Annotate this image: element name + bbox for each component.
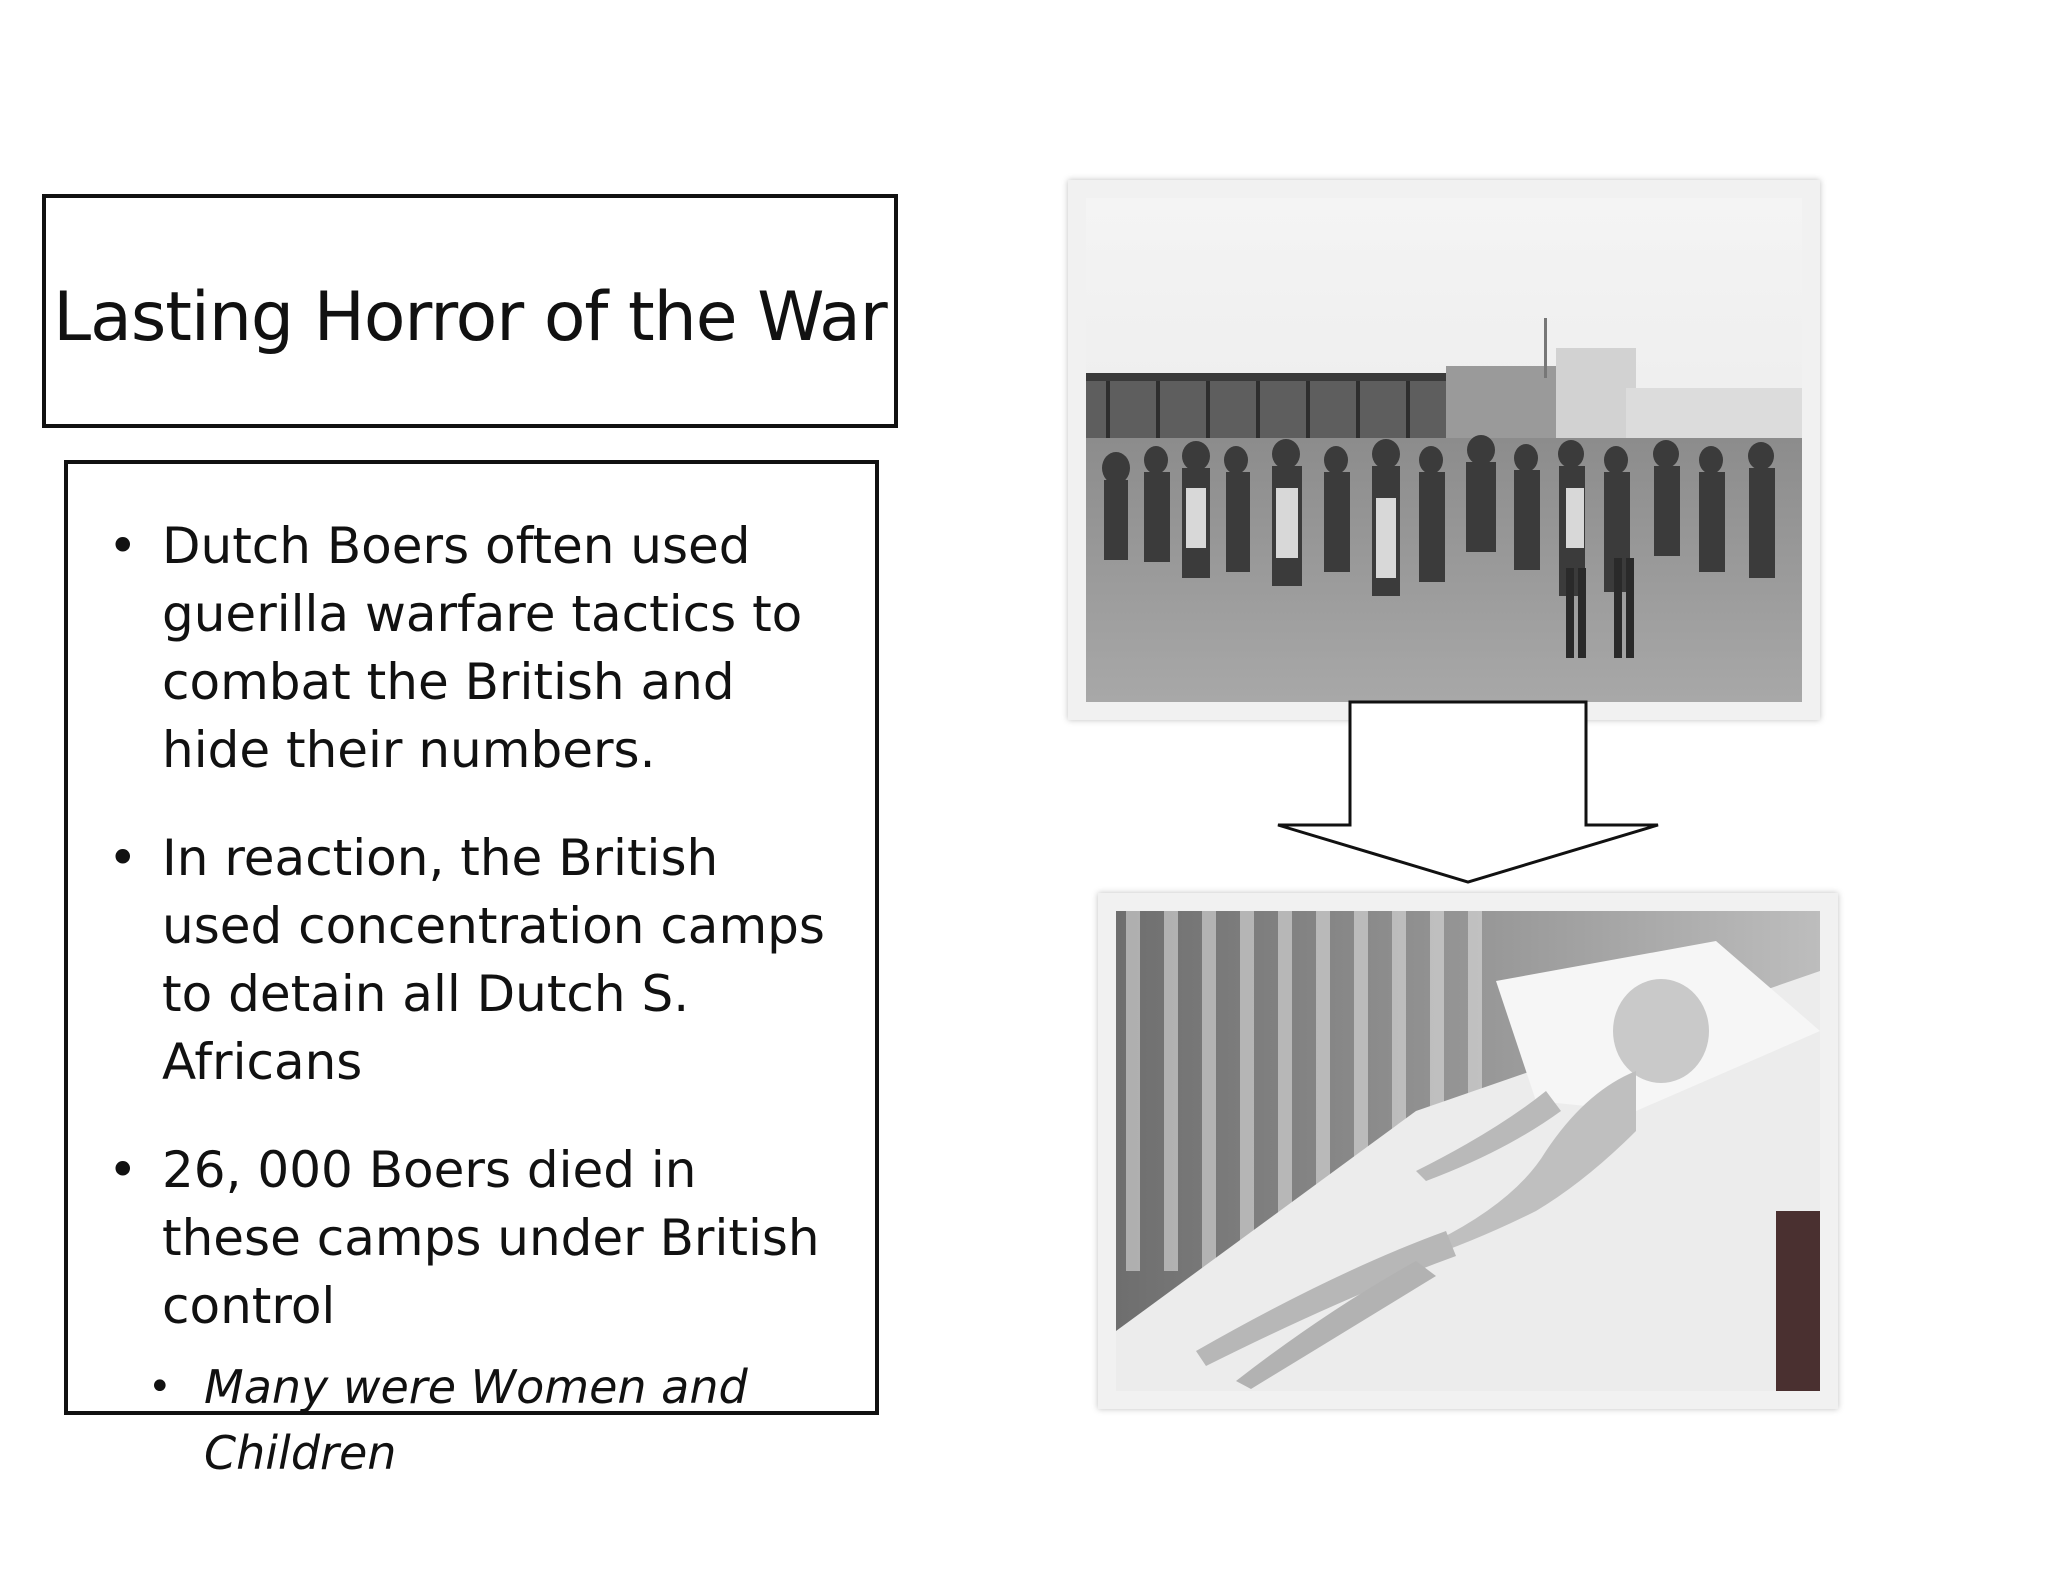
emaciated-child-photo xyxy=(1098,893,1838,1409)
bullet-dot: • xyxy=(108,829,138,887)
slide-title: Lasting Horror of the War xyxy=(53,277,887,357)
bullet-dot: • xyxy=(108,517,138,575)
bullet-item xyxy=(108,1136,848,1340)
title-box xyxy=(42,194,898,428)
emaciated-child-photo-icon xyxy=(1116,911,1820,1391)
bullet-list xyxy=(108,512,848,1486)
bullet-item xyxy=(108,824,848,1096)
crowd-photo-icon xyxy=(1086,198,1802,702)
content-box xyxy=(64,460,879,1480)
sub-bullet-text: Many were Women and Children xyxy=(204,1360,748,1480)
bullet-text: 26, 000 Boers died in these camps under British control xyxy=(162,1141,820,1335)
bullet-dot: • xyxy=(108,1141,138,1199)
camp-crowd-photo xyxy=(1068,180,1820,720)
bullet-text: In reaction, the British used concentration camps to detain all Dutch S. Africans xyxy=(162,829,825,1091)
sub-bullet-dot: • xyxy=(148,1364,172,1410)
sub-bullet-item xyxy=(108,1354,848,1486)
bullet-item xyxy=(108,512,848,784)
bullet-text: Dutch Boers often used guerilla warfare tactics to combat the British and hide their numbers. xyxy=(162,517,803,779)
down-arrow-icon xyxy=(1276,700,1660,886)
